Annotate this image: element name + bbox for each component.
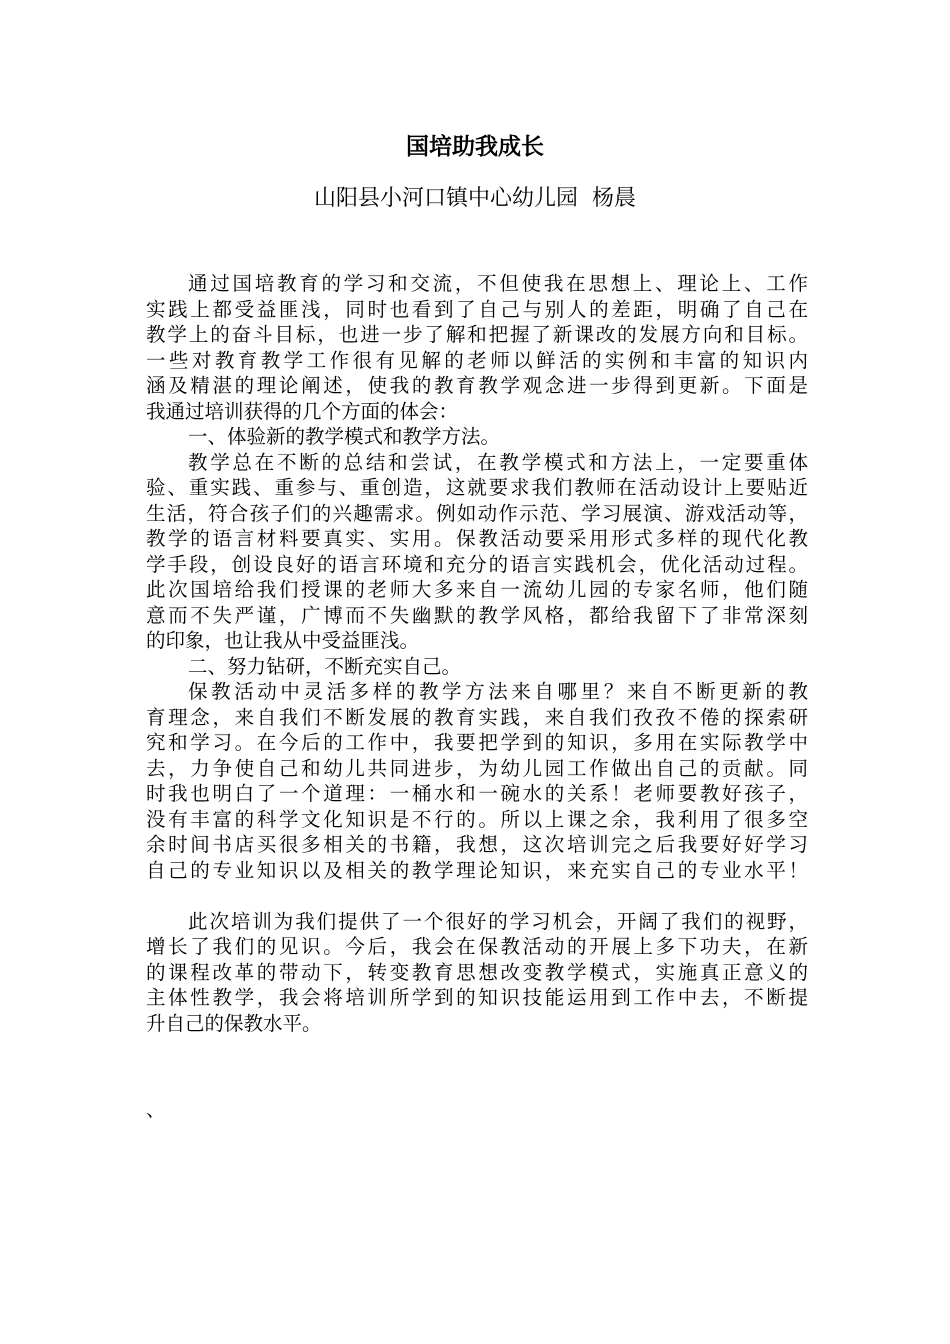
body-line: 主体性教学，我会将培训所学到的知识技能运用到工作中去，不断提 <box>146 986 808 1009</box>
body-line: 保教活动中灵活多样的教学方法来自哪里？来自不断更新的教 <box>188 680 808 703</box>
body-line: 升自己的保教水平。 <box>146 1011 322 1035</box>
body-line: 学手段，创设良好的语言环境和充分的语言实践机会，优化活动过程。 <box>146 552 808 576</box>
body-line: 涵及精湛的理论阐述，使我的教育教学观念进一步得到更新。下面是 <box>146 374 808 397</box>
body-line: 增长了我们的见识。今后，我会在保教活动的开展上多下功夫，在新 <box>146 935 808 958</box>
section-heading-2: 二、努力钻研，不断充实自己。 <box>188 654 462 678</box>
body-line: 意而不失严谨，广博而不失幽默的教学风格，都给我留下了非常深刻 <box>146 603 808 627</box>
section-heading-1: 一、体验新的教学模式和教学方法。 <box>188 425 501 448</box>
body-line: 自己的专业知识以及相关的教学理论知识，来充实自己的专业水平！ <box>146 858 808 882</box>
body-line: 我通过培训获得的几个方面的体会： <box>146 399 459 423</box>
blank-line <box>146 883 808 909</box>
body-line: 验、重实践、重参与、重创造，这就要求我们教师在活动设计上要贴近 <box>146 476 808 499</box>
body-line: 此次培训为我们提供了一个很好的学习机会，开阔了我们的视野， <box>188 909 808 933</box>
body-line: 实践上都受益匪浅，同时也看到了自己与别人的差距，明确了自己在 <box>146 297 808 321</box>
body-line: 余时间书店买很多相关的书籍，我想，这次培训完之后我要好好学习 <box>146 833 808 856</box>
body-line: 教学总在不断的总结和尝试，在教学模式和方法上，一定要重体 <box>188 450 808 474</box>
body-line: 生活，符合孩子们的兴趣需求。例如动作示范、学习展演、游戏活动等， <box>146 501 808 525</box>
body-line: 的课程改革的带动下，转变教育思想改变教学模式，实施真正意义的 <box>146 960 808 984</box>
body-line: 时我也明白了一个道理：一桶水和一碗水的关系！老师要教好孩子， <box>146 782 808 805</box>
body-line: 没有丰富的科学文化知识是不行的。所以上课之余，我利用了很多空 <box>146 807 808 831</box>
body-line: 育理念，来自我们不断发展的教育实践，来自我们孜孜不倦的探索研 <box>146 705 808 729</box>
body-line: 的印象，也让我从中受益匪浅。 <box>146 629 420 652</box>
body-line: 教学的语言材料要真实、实用。保教活动要采用形式多样的现代化教 <box>146 527 808 550</box>
body-line: 去，力争使自己和幼儿共同进步，为幼儿园工作做出自己的贡献。同 <box>146 756 808 780</box>
author-line: 山阳县小河口镇中心幼儿园 杨晨 <box>314 186 636 211</box>
document-title: 国培助我成长 <box>406 133 544 160</box>
body-line: 通过国培教育的学习和交流，不但使我在思想上、理论上、工作 <box>188 272 808 295</box>
body-line: 此次国培给我们授课的老师大多来自一流幼儿园的专家名师，他们随 <box>146 578 808 601</box>
body-line: 究和学习。在今后的工作中，我要把学到的知识，多用在实际教学中 <box>146 731 808 754</box>
body-line: 一些对教育教学工作很有见解的老师以鲜活的实例和丰富的知识内 <box>146 348 808 372</box>
body-line: 教学上的奋斗目标，也进一步了解和把握了新课改的发展方向和目标。 <box>146 323 808 346</box>
document-body <box>146 271 808 1036</box>
trailing-mark: 、 <box>146 1099 166 1121</box>
